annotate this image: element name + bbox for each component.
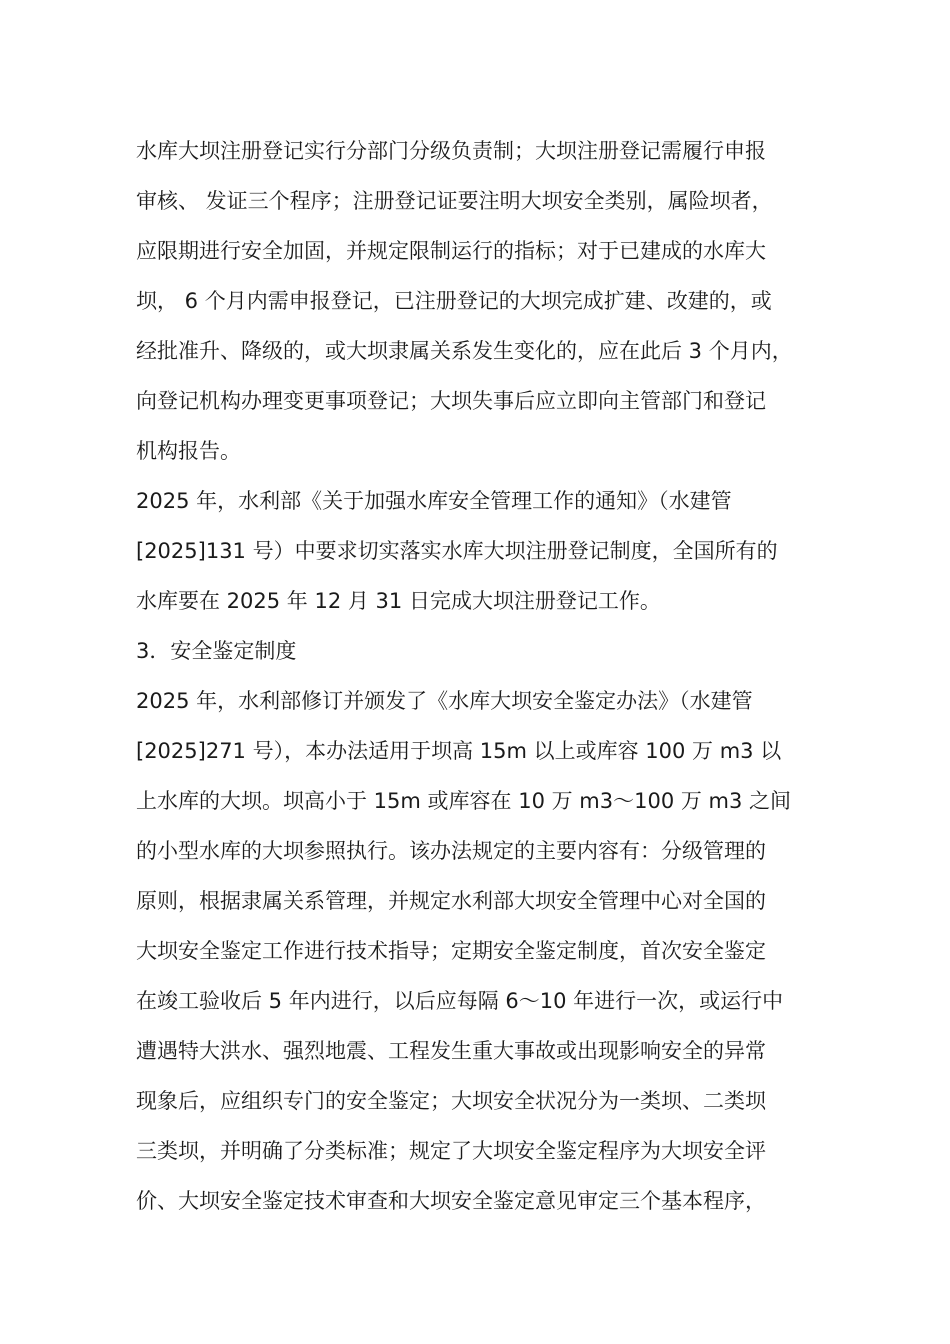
text-line: 原则，根据隶属关系管理，并规定水利部大坝安全管理中心对全国的 xyxy=(136,889,766,913)
text-line: 2025 年，水利部修订并颁发了《水库大坝安全鉴定办法》（水建管 xyxy=(136,689,753,713)
text-line: 水库大坝注册登记实行分部门分级负责制；大坝注册登记需履行申报 xyxy=(136,139,766,163)
text-line: 的小型水库的大坝参照执行。该办法规定的主要内容有：分级管理的 xyxy=(136,839,766,863)
text-line: 向登记机构办理变更事项登记；大坝失事后应立即向主管部门和登记 xyxy=(136,389,766,413)
text-line: [2025]271 号），本办法适用于坝高 15m 以上或库容 100 万 m3 以 xyxy=(136,739,782,763)
text-line: 三类坝，并明确了分类标准；规定了大坝安全鉴定程序为大坝安全评 xyxy=(136,1139,766,1163)
text-line: 价、大坝安全鉴定技术审查和大坝安全鉴定意见审定三个基本程序， xyxy=(136,1189,766,1213)
text-line: 上水库的大坝。坝高小于 15m 或库容在 10 万 m3～100 万 m3 之间 xyxy=(136,789,792,813)
text-line: 应限期进行安全加固，并规定限制运行的指标；对于已建成的水库大 xyxy=(136,239,766,263)
text-line: 在竣工验收后 5 年内进行，以后应每隔 6～10 年进行一次，或运行中 xyxy=(136,989,784,1013)
text-line: 审核、 发证三个程序；注册登记证要注明大坝安全类别，属险坝者， xyxy=(136,189,773,213)
text-line: 大坝安全鉴定工作进行技术指导；定期安全鉴定制度，首次安全鉴定 xyxy=(136,939,766,963)
text-line: 2025 年，水利部《关于加强水库安全管理工作的通知》（水建管 xyxy=(136,489,732,513)
text-line: 经批准升、降级的，或大坝隶属关系发生变化的，应在此后 3 个月内， xyxy=(136,339,793,363)
section-heading: 3．安全鉴定制度 xyxy=(136,639,297,663)
text-line: 坝， 6 个月内需申报登记，已注册登记的大坝完成扩建、改建的，或 xyxy=(136,289,772,313)
text-line: [2025]131 号）中要求切实落实水库大坝注册登记制度，全国所有的 xyxy=(136,539,778,563)
text-line: 水库要在 2025 年 12 月 31 日完成大坝注册登记工作。 xyxy=(136,589,661,613)
text-line: 遭遇特大洪水、强烈地震、工程发生重大事故或出现影响安全的异常 xyxy=(136,1039,766,1063)
text-line: 机构报告。 xyxy=(136,439,241,463)
text-line: 现象后，应组织专门的安全鉴定；大坝安全状况分为一类坝、二类坝 xyxy=(136,1089,766,1113)
